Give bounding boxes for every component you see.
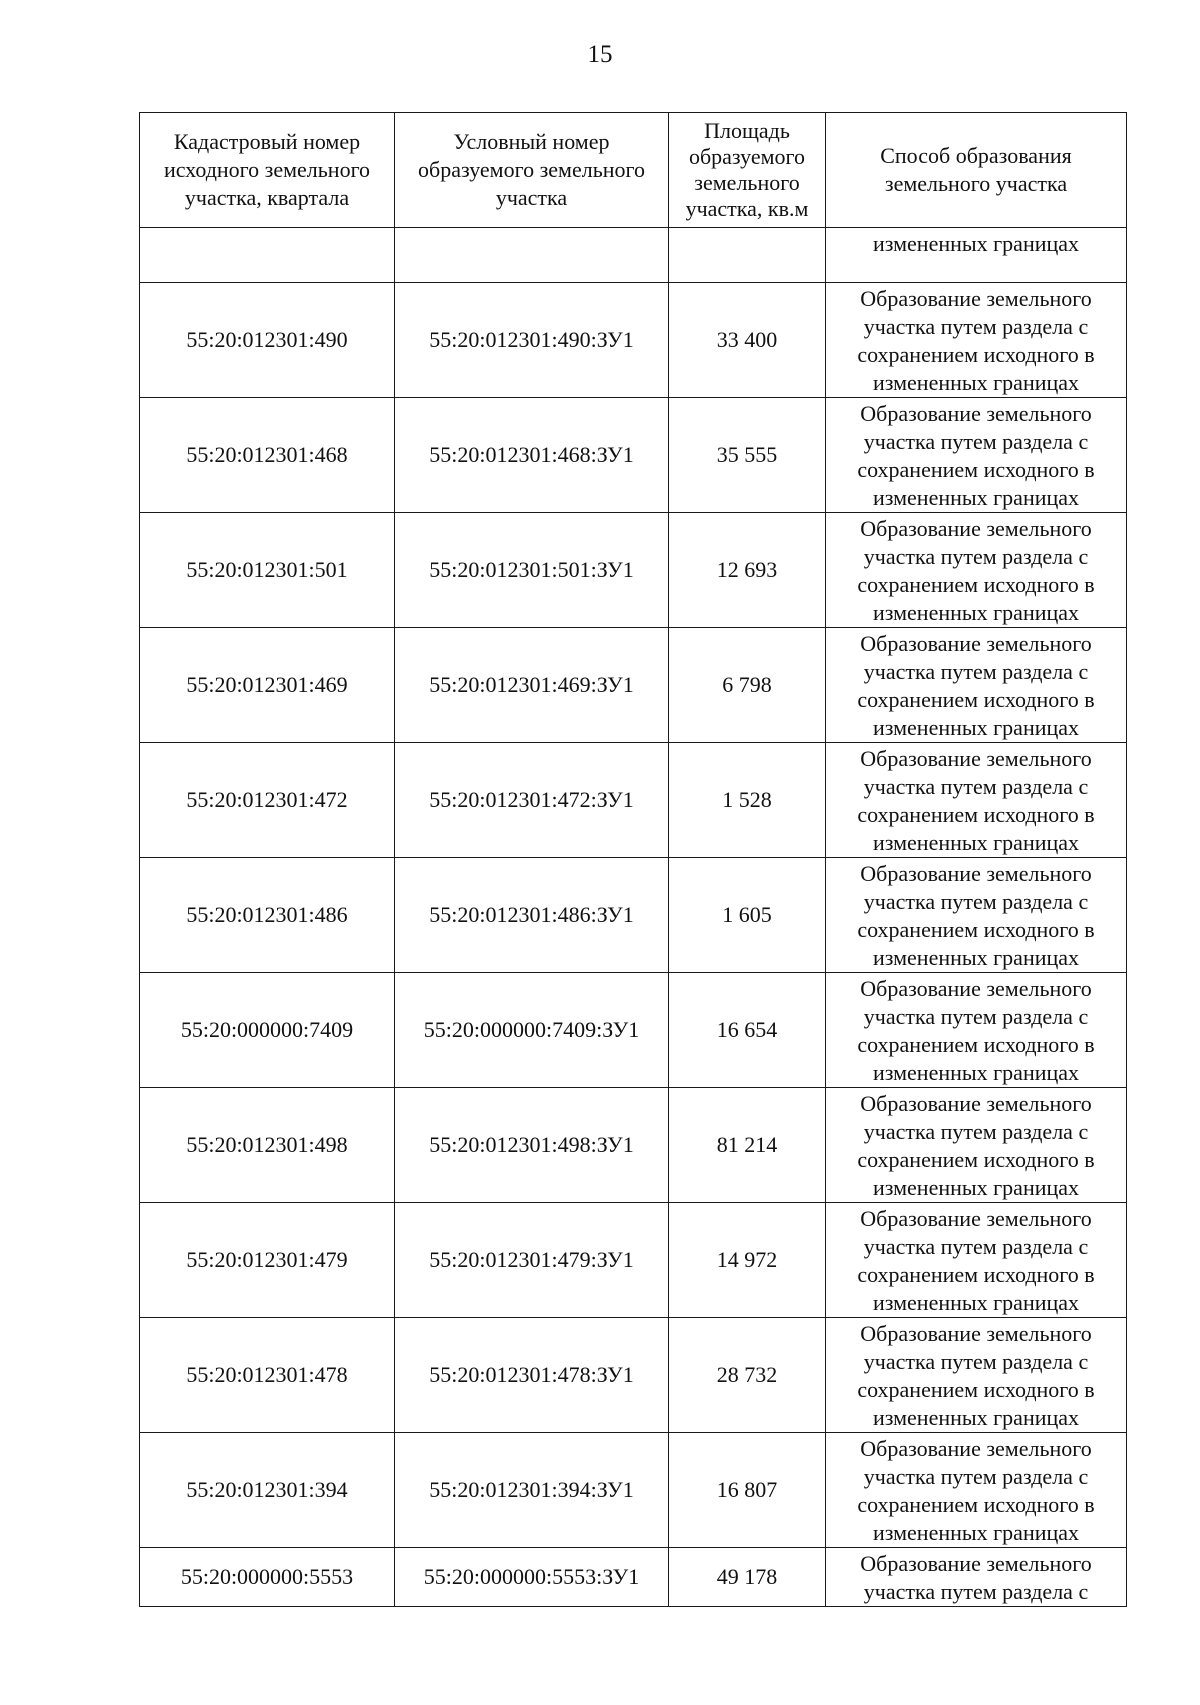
table-row-last (140, 1548, 1127, 1607)
cell-area: 12 693 (669, 513, 826, 628)
cell-conditional-number: 55:20:012301:478:ЗУ1 (395, 1318, 669, 1433)
cell-source-number: 55:20:012301:468 (140, 398, 395, 513)
cell-conditional-number (395, 228, 669, 283)
cell-source-number: 55:20:012301:478 (140, 1318, 395, 1433)
table-row (140, 283, 1127, 398)
cell-source-number: 55:20:012301:501 (140, 513, 395, 628)
cell-conditional-number: 55:20:000000:5553:ЗУ1 (395, 1548, 669, 1607)
cell-conditional-number: 55:20:012301:469:ЗУ1 (395, 628, 669, 743)
cell-source-number: 55:20:012301:394 (140, 1433, 395, 1548)
cell-area: 49 178 (669, 1548, 826, 1607)
cell-conditional-number: 55:20:012301:468:ЗУ1 (395, 398, 669, 513)
header-area: Площадь образуемого земельного участка, кв.м (669, 113, 826, 228)
cell-conditional-number: 55:20:012301:479:ЗУ1 (395, 1203, 669, 1318)
table-row (140, 743, 1127, 858)
cell-method: Образование земельного участка путем раздела с сохранением исходного в измененных границах (826, 1088, 1127, 1203)
cell-method: Образование земельного участка путем раздела с сохранением исходного в измененных границах (826, 628, 1127, 743)
cell-method: Образование земельного участка путем раздела с сохранением исходного в измененных границах (826, 283, 1127, 398)
table-row (140, 398, 1127, 513)
table-row (140, 973, 1127, 1088)
cell-area: 35 555 (669, 398, 826, 513)
table-row (140, 513, 1127, 628)
cell-area: 81 214 (669, 1088, 826, 1203)
cell-method: измененных границах (826, 228, 1127, 283)
cell-method: Образование земельного участка путем раздела с сохранением исходного в измененных границах (826, 1203, 1127, 1318)
cell-conditional-number: 55:20:012301:498:ЗУ1 (395, 1088, 669, 1203)
cell-area: 1 528 (669, 743, 826, 858)
cell-method: Образование земельного участка путем раздела с сохранением исходного в измененных границах (826, 973, 1127, 1088)
cell-source-number: 55:20:012301:486 (140, 858, 395, 973)
land-plots-table (139, 112, 1127, 1607)
cell-source-number: 55:20:012301:498 (140, 1088, 395, 1203)
cell-area: 6 798 (669, 628, 826, 743)
table-header-row (140, 113, 1127, 228)
cell-method: Образование земельного участка путем раздела с сохранением исходного в измененных границах (826, 1433, 1127, 1548)
table-row (140, 1088, 1127, 1203)
page-number: 15 (587, 41, 613, 68)
cell-area: 1 605 (669, 858, 826, 973)
cell-source-number: 55:20:012301:479 (140, 1203, 395, 1318)
cell-area (669, 228, 826, 283)
header-method: Способ образования земельного участка (826, 113, 1127, 228)
header-source-number: Кадастровый номер исходного земельного участка, квартала (140, 113, 395, 228)
cell-area: 33 400 (669, 283, 826, 398)
cell-area: 14 972 (669, 1203, 826, 1318)
cell-method: Образование земельного участка путем раздела с сохранением исходного в измененных границах (826, 1318, 1127, 1433)
cell-area: 16 807 (669, 1433, 826, 1548)
cell-area: 16 654 (669, 973, 826, 1088)
cell-area: 28 732 (669, 1318, 826, 1433)
cell-method: Образование земельного участка путем раздела с сохранением исходного в измененных границах (826, 743, 1127, 858)
cell-source-number: 55:20:012301:472 (140, 743, 395, 858)
cell-conditional-number: 55:20:012301:394:ЗУ1 (395, 1433, 669, 1548)
cell-source-number (140, 228, 395, 283)
cell-method: Образование земельного участка путем раздела с сохранением исходного в измененных границах (826, 513, 1127, 628)
table-row (140, 858, 1127, 973)
cell-method: Образование земельного участка путем раздела с сохранением исходного в измененных границах (826, 398, 1127, 513)
cell-conditional-number: 55:20:000000:7409:ЗУ1 (395, 973, 669, 1088)
cell-conditional-number: 55:20:012301:472:ЗУ1 (395, 743, 669, 858)
cell-source-number: 55:20:012301:469 (140, 628, 395, 743)
table-row-continued (140, 228, 1127, 283)
table-row (140, 628, 1127, 743)
header-conditional-number: Условный номер образуемого земельного участка (395, 113, 669, 228)
cell-conditional-number: 55:20:012301:490:ЗУ1 (395, 283, 669, 398)
table-row (140, 1433, 1127, 1548)
cell-method: Образование земельного участка путем раздела с сохранением исходного в измененных границах (826, 858, 1127, 973)
cell-conditional-number: 55:20:012301:501:ЗУ1 (395, 513, 669, 628)
table-row (140, 1203, 1127, 1318)
cell-source-number: 55:20:000000:7409 (140, 973, 395, 1088)
cell-source-number: 55:20:012301:490 (140, 283, 395, 398)
cell-conditional-number: 55:20:012301:486:ЗУ1 (395, 858, 669, 973)
table-row (140, 1318, 1127, 1433)
cell-source-number: 55:20:000000:5553 (140, 1548, 395, 1607)
cell-method: Образование земельного участка путем раздела с (826, 1548, 1127, 1607)
